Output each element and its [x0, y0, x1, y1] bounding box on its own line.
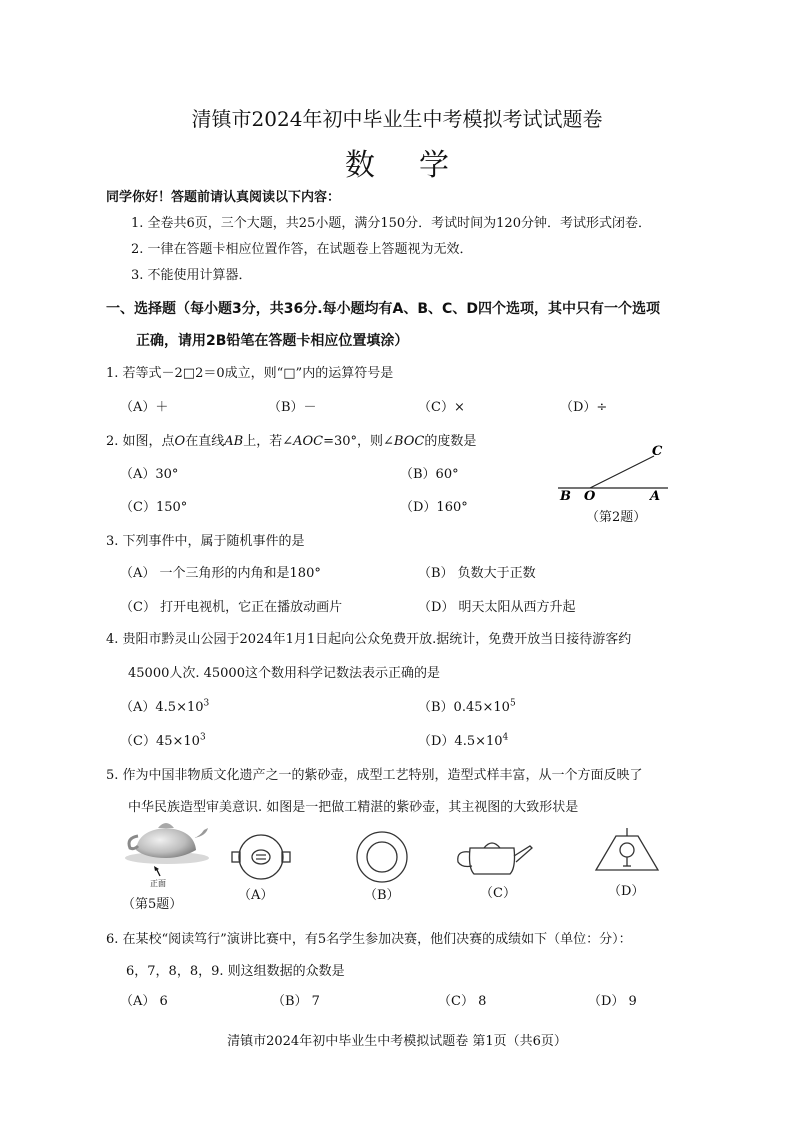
instruction-1: 1. 全卷共6页，三个大题，共25小题，满分150分．考试时间为120分钟．考试形式闭卷． — [131, 216, 651, 231]
q2-option-b: （B）60° — [400, 467, 459, 482]
q2-angle-aoc: AOC — [293, 434, 324, 449]
q2-line-ab: AB — [224, 434, 244, 449]
q4-option-a — [120, 696, 209, 715]
q4-option-c-exp: 3 — [199, 732, 206, 743]
q2-label-o: O — [584, 489, 596, 504]
section-heading-cont: 正确，请用2B铅笔在答题卡相应位置填涂） — [136, 333, 409, 349]
q5-option-a: （A） — [238, 888, 274, 903]
q6-option-b: （B） 7 — [272, 994, 320, 1009]
q4-option-c — [120, 730, 206, 749]
q1-option-d: （D）÷ — [560, 400, 608, 415]
greeting: 同学你好！答题前请认真阅读以下内容： — [106, 190, 341, 205]
q5-option-b: （B） — [364, 888, 400, 903]
q2-stem — [106, 430, 476, 449]
subject-title: 数学 — [345, 148, 493, 183]
q5-option-c: （C） — [480, 886, 516, 901]
q6-option-c: （C） 8 — [438, 994, 487, 1009]
q5-option-d: （D） — [608, 884, 645, 899]
q4-option-a-exp: 3 — [203, 698, 210, 709]
q2-stem-part: =30°，则∠ — [323, 434, 394, 449]
q5-stem-line2: 中华民族造型审美意识. 如图是一把做工精湛的紫砂壶，其主视图的大致形状是 — [128, 800, 579, 815]
q6-stem-line2: 6，7，8，8，9. 则这组数据的众数是 — [126, 964, 345, 979]
q4-option-d-exp: 4 — [502, 732, 509, 743]
q4-option-d-base: （D）4.5×10 — [418, 734, 503, 749]
q1-option-b: （B）－ — [268, 400, 317, 415]
q5-option-a-shape — [228, 830, 294, 884]
teapot-photo-icon — [122, 812, 212, 892]
instruction-2: 2. 一律在答题卡相应位置作答，在试题卷上答题视为无效． — [131, 242, 473, 257]
page-footer: 清镇市2024年初中毕业生中考模拟试题卷 第1页（共6页） — [227, 1034, 567, 1049]
q4-option-b-base: （B）0.45×10 — [418, 700, 510, 715]
q2-point-o: O — [174, 434, 186, 449]
q4-stem-line1: 4. 贵阳市黔灵山公园于2024年1月1日起向公众免费开放.据统计，免费开放当日接待游客约 — [106, 632, 632, 647]
exam-title: 清镇市2024年初中毕业生中考模拟考试试题卷 — [191, 107, 603, 131]
q2-ray-oc — [590, 456, 654, 488]
q2-stem-part: 上，若∠ — [243, 434, 294, 449]
q2-stem-part: 2. 如图，点 — [106, 434, 175, 449]
q5-option-b-shape — [352, 828, 412, 886]
q6-option-a: （A） 6 — [120, 994, 168, 1009]
q4-option-d — [418, 730, 508, 749]
q3-stem: 3. 下列事件中，属于随机事件的是 — [106, 534, 305, 549]
q2-option-c: （C）150° — [120, 500, 188, 515]
q2-angle-boc: BOC — [393, 434, 425, 449]
q2-label-b: B — [560, 489, 571, 504]
q3-option-c: （C） 打开电视机，它正在播放动画片 — [120, 600, 343, 615]
q4-option-c-base: （C）45×10 — [120, 734, 200, 749]
q2-option-a: （A）30° — [120, 467, 179, 482]
q2-option-d: （D）160° — [400, 500, 468, 515]
q2-caption: （第2题） — [586, 510, 647, 525]
q5-stem-line1: 5. 作为中国非物质文化遗产之一的紫砂壶，成型工艺特别，造型式样丰富，从一个方面反映了 — [106, 768, 643, 783]
q2-label-c: C — [652, 444, 663, 459]
q1-option-a: （A）＋ — [120, 400, 169, 415]
q3-option-d: （D） 明天太阳从西方升起 — [418, 600, 576, 615]
q2-stem-part: 在直线 — [185, 434, 225, 449]
q1-option-c: （C）× — [418, 400, 465, 415]
q4-stem-line2: 45000人次. 45000这个数用科学记数法表示正确的是 — [128, 666, 440, 681]
q5-option-d-shape — [588, 826, 666, 878]
q6-option-d: （D） 9 — [588, 994, 637, 1009]
instruction-3: 3. 不能使用计算器． — [131, 268, 252, 283]
q3-option-a: （A） 一个三角形的内角和是180° — [120, 566, 321, 581]
q4-option-b — [418, 696, 516, 715]
q5-option-c-shape — [454, 832, 536, 882]
section-heading: 一、选择题（每小题3分，共36分.每小题均有A、B、C、D四个选项，其中只有一个选项 — [106, 301, 660, 317]
q1-stem: 1. 若等式－2□2＝0成立，则“□”内的运算符号是 — [106, 366, 394, 381]
q5-caption: （第5题） — [122, 897, 183, 912]
teapot-front-label: 正面 — [150, 879, 166, 888]
q6-stem-line1: 6. 在某校“阅读笃行”演讲比赛中，有5名学生参加决赛，他们决赛的成绩如下（单位：分）： — [106, 932, 632, 947]
q4-option-a-base: （A）4.5×10 — [120, 700, 204, 715]
q2-label-a: A — [650, 489, 661, 504]
q3-option-b: （B） 负数大于正数 — [418, 566, 536, 581]
q2-stem-part: 的度数是 — [424, 434, 477, 449]
q4-option-b-exp: 5 — [509, 698, 516, 709]
